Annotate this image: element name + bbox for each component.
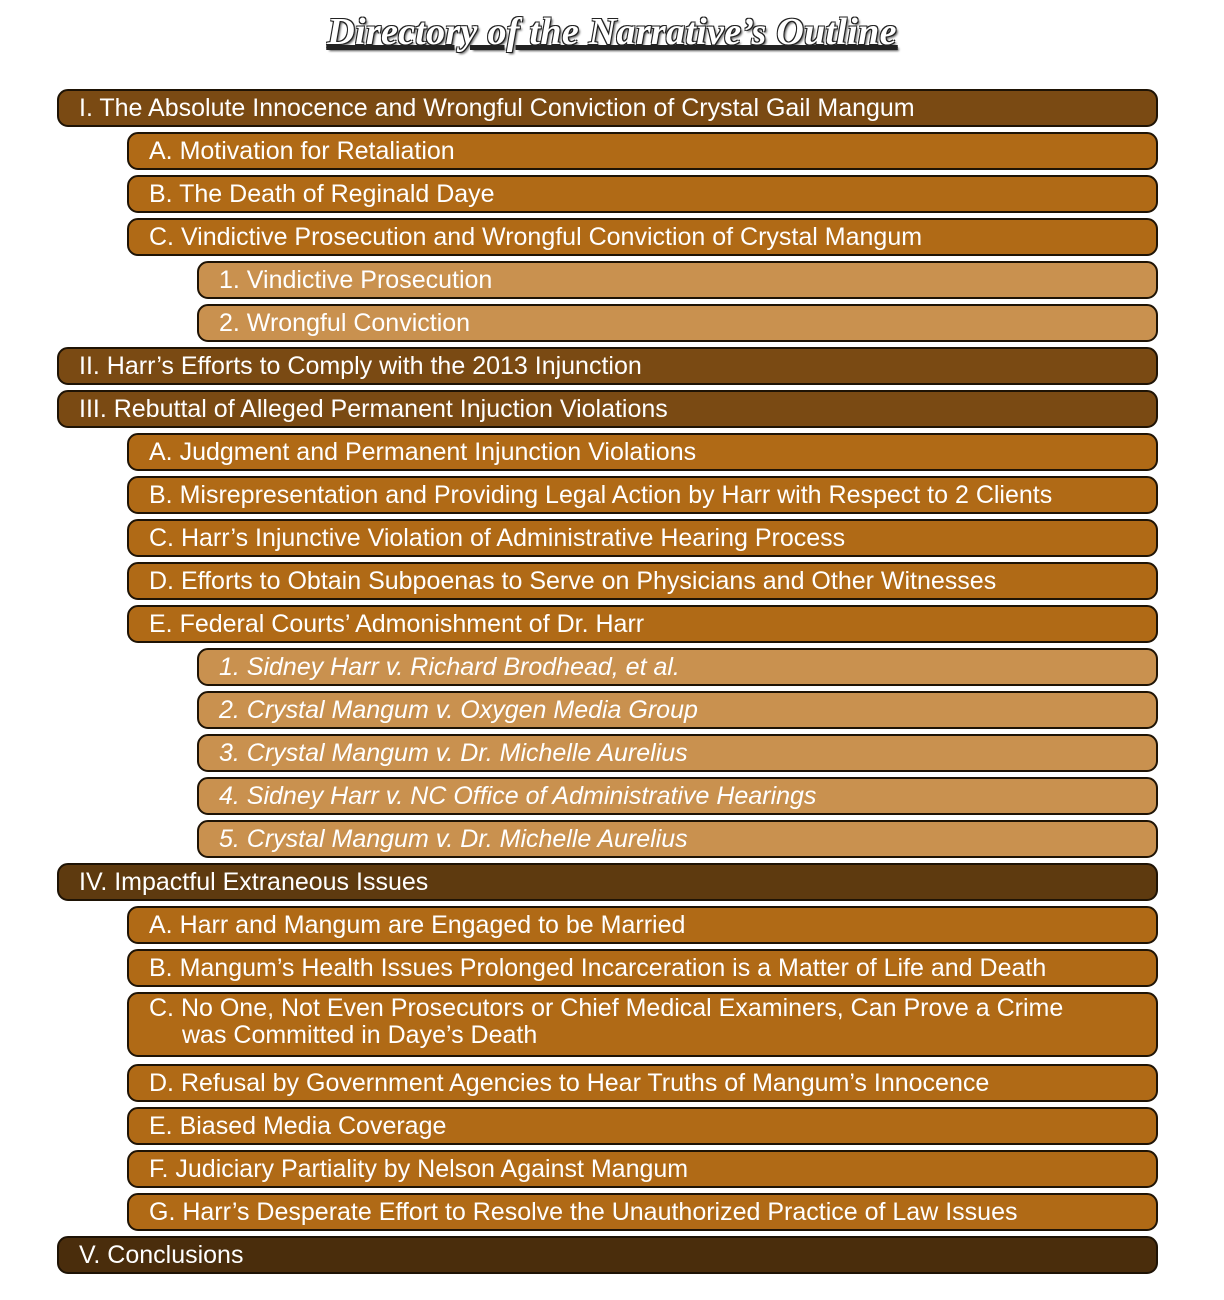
outline-item-iv-d xyxy=(127,1064,1158,1102)
outline-label: 1. Sidney Harr v. Richard Brodhead, et al. xyxy=(219,653,680,681)
outline-item-iv-c xyxy=(127,992,1158,1057)
outline-label: F. Judiciary Partiality by Nelson Against Mangum xyxy=(149,1155,689,1183)
outline-label: IV. Impactful Extraneous Issues xyxy=(79,868,429,896)
outline-subitem-i-c-1 xyxy=(197,261,1158,299)
outline-label: G. Harr’s Desperate Effort to Resolve the Unauthorized Practice of Law Issues xyxy=(149,1198,1018,1226)
outline-subitem-iii-e-1 xyxy=(197,648,1158,686)
outline-label: E. Federal Courts’ Admonishment of Dr. Harr xyxy=(149,610,645,638)
outline-item-iii-c xyxy=(127,519,1158,557)
outline-item-i-a xyxy=(127,132,1158,170)
outline-label-continued: was Committed in Daye’s Death xyxy=(182,1021,538,1049)
outline-subitem-i-c-2 xyxy=(197,304,1158,342)
outline-subitem-iii-e-2 xyxy=(197,691,1158,729)
outline-label: 5. Crystal Mangum v. Dr. Michelle Aurelius xyxy=(219,825,688,853)
outline-section-iv xyxy=(57,863,1158,901)
outline-item-iv-f xyxy=(127,1150,1158,1188)
outline-label: C. Vindictive Prosecution and Wrongful Conviction of Crystal Mangum xyxy=(149,223,923,251)
outline-subitem-iii-e-3 xyxy=(197,734,1158,772)
outline-label: A. Motivation for Retaliation xyxy=(149,137,455,165)
outline-label: D. Refusal by Government Agencies to Hear Truths of Mangum’s Innocence xyxy=(149,1069,990,1097)
outline-label: B. Misrepresentation and Providing Legal Action by Harr with Respect to 2 Clients xyxy=(149,481,1053,509)
outline-label: 4. Sidney Harr v. NC Office of Administrative Hearings xyxy=(219,782,817,810)
outline-label: B. The Death of Reginald Daye xyxy=(149,180,495,208)
outline-label: C. No One, Not Even Prosecutors or Chief Medical Examiners, Can Prove a Crime xyxy=(149,994,1064,1022)
outline-label: C. Harr’s Injunctive Violation of Administrative Hearing Process xyxy=(149,524,846,552)
outline-label: 2. Crystal Mangum v. Oxygen Media Group xyxy=(219,696,698,724)
outline-item-i-c xyxy=(127,218,1158,256)
outline-section-i xyxy=(57,89,1158,127)
outline-item-iv-e xyxy=(127,1107,1158,1145)
outline-section-ii xyxy=(57,347,1158,385)
outline-item-iv-b xyxy=(127,949,1158,987)
outline-item-iii-b xyxy=(127,476,1158,514)
outline-subitem-iii-e-4 xyxy=(197,777,1158,815)
outline-label: 3. Crystal Mangum v. Dr. Michelle Aurelius xyxy=(219,739,688,767)
outline-label: 1. Vindictive Prosecution xyxy=(219,266,493,294)
outline-label: V. Conclusions xyxy=(79,1241,244,1269)
outline-item-iii-a xyxy=(127,433,1158,471)
outline-item-iii-d xyxy=(127,562,1158,600)
outline-label: B. Mangum’s Health Issues Prolonged Incarceration is a Matter of Life and Death xyxy=(149,954,1047,982)
outline-label: III. Rebuttal of Alleged Permanent Injuction Violations xyxy=(79,395,668,423)
outline-label: E. Biased Media Coverage xyxy=(149,1112,447,1140)
outline-item-i-b xyxy=(127,175,1158,213)
outline-label: A. Harr and Mangum are Engaged to be Married xyxy=(149,911,686,939)
outline-item-iv-g xyxy=(127,1193,1158,1231)
outline-label: A. Judgment and Permanent Injunction Violations xyxy=(149,438,697,466)
outline-subitem-iii-e-5 xyxy=(197,820,1158,858)
outline-section-v xyxy=(57,1236,1158,1274)
page-title: Directory of the Narrative’s Outline xyxy=(327,11,897,53)
outline-section-iii xyxy=(57,390,1158,428)
outline-label: 2. Wrongful Conviction xyxy=(219,309,471,337)
outline-item-iv-a xyxy=(127,906,1158,944)
outline-label: I. The Absolute Innocence and Wrongful Conviction of Crystal Gail Mangum xyxy=(79,94,915,122)
outline-item-iii-e xyxy=(127,605,1158,643)
outline-label: D. Efforts to Obtain Subpoenas to Serve on Physicians and Other Witnesses xyxy=(149,567,997,595)
outline-label: II. Harr’s Efforts to Comply with the 2013 Injunction xyxy=(79,352,642,380)
